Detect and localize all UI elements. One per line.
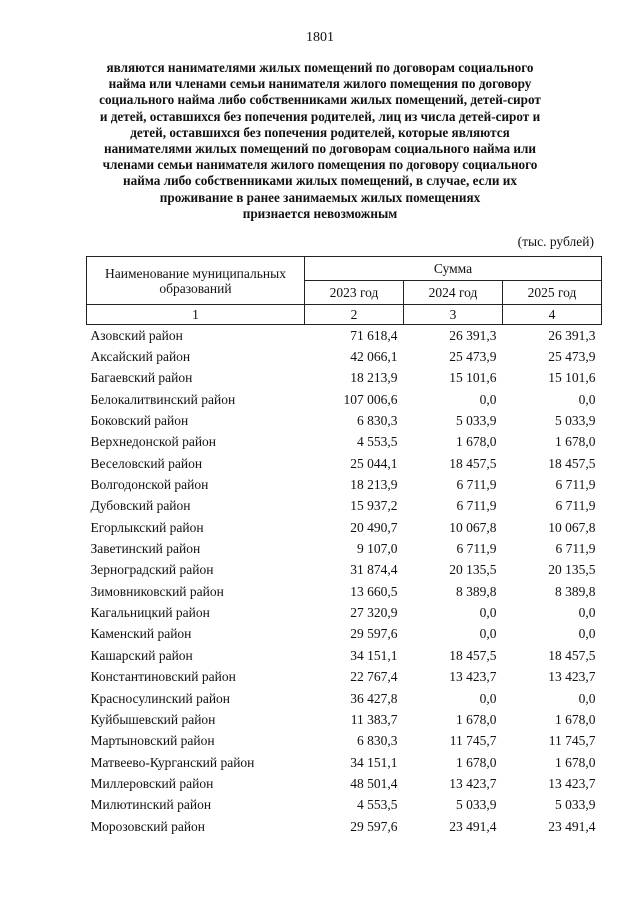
value-2025: 10 067,8 xyxy=(548,519,596,535)
value-2023: 18 213,9 xyxy=(350,477,398,493)
title-line: нанимателями жилых помещений по договорам социального найма или xyxy=(103,141,537,157)
value-2025: 0,0 xyxy=(578,391,596,407)
table-row xyxy=(87,517,602,538)
table-body xyxy=(87,325,602,838)
municipality-name: Волгодонской район xyxy=(90,477,209,493)
value-2023: 25 044,1 xyxy=(350,455,398,471)
header-municipality: Наименование муниципальных образований xyxy=(87,257,305,305)
title-line: найма либо собственниками жилых помещений, в случае, если их xyxy=(123,173,517,189)
value-2024: 5 033,9 xyxy=(456,413,497,429)
value-2025: 20 135,5 xyxy=(548,562,596,578)
value-2023: 9 107,0 xyxy=(357,541,398,557)
table-row xyxy=(87,538,602,559)
value-2023: 4 553,5 xyxy=(357,797,398,813)
municipality-name: Багаевский район xyxy=(90,370,193,386)
header-year-2025: 2025 год xyxy=(503,281,602,305)
allocation-table xyxy=(86,256,602,837)
value-2024: 6 711,9 xyxy=(456,541,497,557)
municipality-name: Кашарский район xyxy=(90,647,193,663)
value-2024: 13 423,7 xyxy=(449,775,497,791)
value-2023: 71 618,4 xyxy=(350,327,398,343)
value-2023: 6 830,3 xyxy=(357,733,398,749)
value-2024: 11 745,7 xyxy=(449,733,497,749)
value-2023: 20 490,7 xyxy=(350,519,398,535)
municipality-name: Боковский район xyxy=(90,413,189,429)
municipality-name: Зимовниковский район xyxy=(90,583,224,599)
title-line: социального найма либо собственниками жилых помещений, детей-сирот xyxy=(99,92,541,108)
table-row xyxy=(87,432,602,453)
value-2023: 4 553,5 xyxy=(357,434,398,450)
municipality-name: Мартыновский район xyxy=(90,733,215,749)
title-line: и детей, оставшихся без попечения родителей, лиц из числа детей-сирот и xyxy=(99,108,541,124)
table-row xyxy=(87,667,602,688)
header-year-2024: 2024 год xyxy=(404,281,503,305)
header-sum: Сумма xyxy=(305,257,602,281)
value-2024: 13 423,7 xyxy=(449,669,497,685)
table-row xyxy=(87,346,602,367)
municipality-name: Зерноградский район xyxy=(90,562,214,578)
value-2025: 5 033,9 xyxy=(555,797,596,813)
municipality-name: Егорлыкский район xyxy=(90,519,204,535)
value-2024: 5 033,9 xyxy=(456,797,497,813)
value-2023: 11 383,7 xyxy=(350,711,398,727)
table-row xyxy=(87,560,602,581)
table-row xyxy=(87,688,602,709)
value-2024: 8 389,8 xyxy=(456,583,497,599)
column-number: 2 xyxy=(305,305,404,325)
value-2025: 0,0 xyxy=(578,690,596,706)
value-2025: 13 423,7 xyxy=(548,775,596,791)
value-2024: 25 473,9 xyxy=(449,349,497,365)
value-2023: 13 660,5 xyxy=(350,583,398,599)
value-2024: 23 491,4 xyxy=(449,818,497,834)
value-2025: 18 457,5 xyxy=(548,455,596,471)
municipality-name: Милютинский район xyxy=(90,797,212,813)
table-row xyxy=(87,645,602,666)
value-2024: 10 067,8 xyxy=(449,519,497,535)
value-2025: 1 678,0 xyxy=(555,434,596,450)
title-line: проживание в ранее занимаемых жилых помещениях xyxy=(159,189,481,205)
title-line: являются нанимателями жилых помещений по договорам социального xyxy=(106,60,534,75)
table-row xyxy=(87,752,602,773)
value-2023: 29 597,6 xyxy=(350,818,398,834)
value-2025: 18 457,5 xyxy=(548,647,596,663)
value-2025: 1 678,0 xyxy=(555,754,596,770)
units-label: (тыс. рублей) xyxy=(517,234,594,249)
municipality-name: Белокалитвинский район xyxy=(90,391,236,407)
value-2024: 6 711,9 xyxy=(456,477,497,493)
value-2024: 15 101,6 xyxy=(449,370,497,386)
municipality-name: Морозовский район xyxy=(90,818,206,834)
header-year-2023: 2023 год xyxy=(305,281,404,305)
column-number: 4 xyxy=(503,305,602,325)
table-row xyxy=(87,474,602,495)
value-2023: 42 066,1 xyxy=(350,349,398,365)
table-row xyxy=(87,816,602,837)
value-2025: 8 389,8 xyxy=(555,583,596,599)
value-2025: 6 711,9 xyxy=(555,477,596,493)
value-2024: 20 135,5 xyxy=(449,562,497,578)
page-number: 1801 xyxy=(306,30,334,45)
value-2023: 34 151,1 xyxy=(350,754,398,770)
municipality-name: Верхнедонской район xyxy=(90,434,217,450)
title-line: членами семьи нанимателя жилого помещения по договору социального xyxy=(102,157,538,173)
municipality-name: Кагальницкий район xyxy=(90,605,210,621)
value-2025: 6 711,9 xyxy=(555,541,596,557)
value-2023: 6 830,3 xyxy=(357,413,398,429)
column-number: 3 xyxy=(404,305,503,325)
table-row xyxy=(87,410,602,431)
title-line: найма или членами семьи нанимателя жилого помещения по договору xyxy=(108,76,532,92)
value-2023: 31 874,4 xyxy=(350,562,398,578)
municipality-name: Константиновский район xyxy=(90,669,236,685)
value-2025: 5 033,9 xyxy=(555,413,596,429)
table-row xyxy=(87,368,602,389)
table-row xyxy=(87,795,602,816)
value-2024: 0,0 xyxy=(479,605,497,621)
value-2024: 1 678,0 xyxy=(456,434,497,450)
municipality-name: Матвеево-Курганский район xyxy=(90,754,255,770)
document-title xyxy=(86,60,554,222)
municipality-name: Каменский район xyxy=(90,626,192,642)
value-2023: 27 320,9 xyxy=(350,605,398,621)
table-row xyxy=(87,773,602,794)
value-2025: 0,0 xyxy=(578,605,596,621)
value-2024: 26 391,3 xyxy=(449,327,497,343)
municipality-name: Миллеровский район xyxy=(90,775,214,791)
value-2023: 18 213,9 xyxy=(350,370,398,386)
table-row xyxy=(87,389,602,410)
table-row xyxy=(87,602,602,623)
value-2024: 6 711,9 xyxy=(456,498,497,514)
value-2023: 29 597,6 xyxy=(350,626,398,642)
value-2025: 26 391,3 xyxy=(548,327,596,343)
municipality-name: Аксайский район xyxy=(90,349,191,365)
value-2025: 23 491,4 xyxy=(548,818,596,834)
value-2024: 0,0 xyxy=(479,391,497,407)
value-2024: 18 457,5 xyxy=(449,647,497,663)
table-row xyxy=(87,496,602,517)
municipality-name: Веселовский район xyxy=(90,455,203,471)
value-2024: 1 678,0 xyxy=(456,711,497,727)
value-2025: 15 101,6 xyxy=(548,370,596,386)
value-2023: 15 937,2 xyxy=(350,498,398,514)
title-line: признается невозможным xyxy=(242,205,398,221)
value-2023: 107 006,6 xyxy=(343,391,398,407)
value-2023: 34 151,1 xyxy=(350,647,398,663)
value-2023: 36 427,8 xyxy=(350,690,398,706)
table-row xyxy=(87,453,602,474)
value-2024: 0,0 xyxy=(479,690,497,706)
value-2024: 1 678,0 xyxy=(456,754,497,770)
value-2025: 0,0 xyxy=(578,626,596,642)
value-2025: 11 745,7 xyxy=(548,733,596,749)
value-2024: 0,0 xyxy=(479,626,497,642)
title-line: детей, оставшихся без попечения родителей, которые являются xyxy=(130,124,510,140)
municipality-name: Куйбышевский район xyxy=(90,711,216,727)
column-number: 1 xyxy=(87,305,305,325)
table-row xyxy=(87,709,602,730)
municipality-name: Дубовский район xyxy=(90,498,191,514)
value-2023: 22 767,4 xyxy=(350,669,398,685)
value-2025: 1 678,0 xyxy=(555,711,596,727)
table-row xyxy=(87,731,602,752)
value-2025: 13 423,7 xyxy=(548,669,596,685)
municipality-name: Заветинский район xyxy=(90,541,201,557)
municipality-name: Красносулинский район xyxy=(90,690,231,706)
value-2025: 6 711,9 xyxy=(555,498,596,514)
table-row xyxy=(87,624,602,645)
table-row xyxy=(87,325,602,347)
municipality-name: Азовский район xyxy=(90,327,183,343)
table-row xyxy=(87,581,602,602)
value-2023: 48 501,4 xyxy=(350,775,398,791)
value-2024: 18 457,5 xyxy=(449,455,497,471)
value-2025: 25 473,9 xyxy=(548,349,596,365)
